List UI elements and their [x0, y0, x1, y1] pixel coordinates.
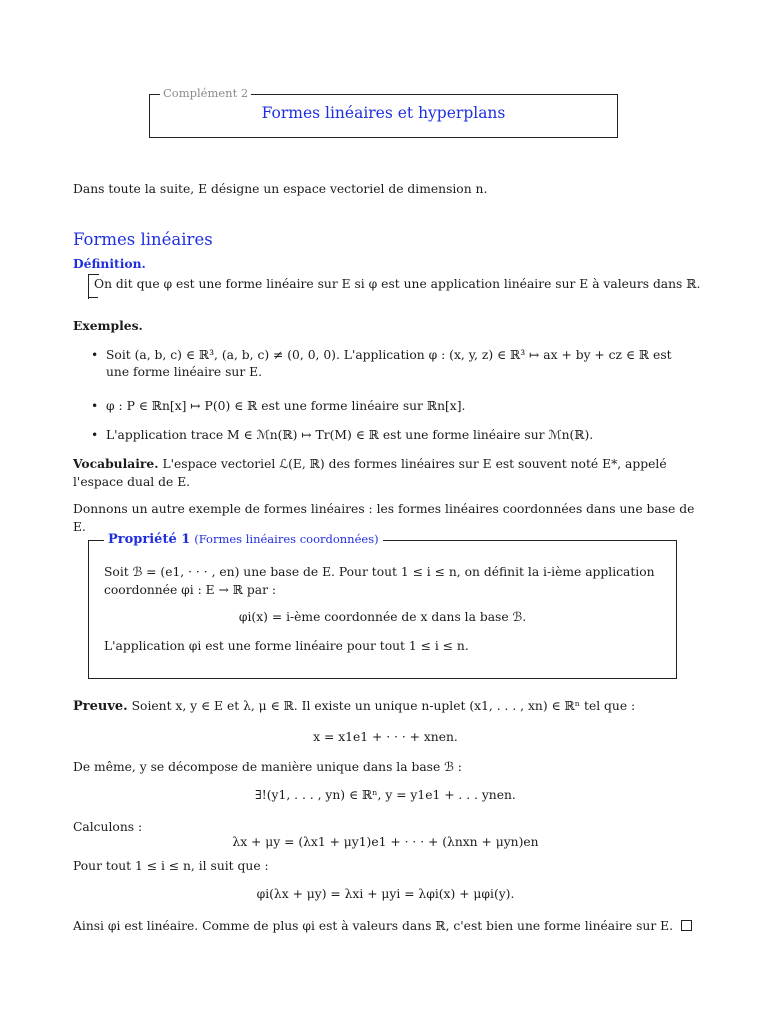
- examples-label: Exemples.: [73, 318, 143, 333]
- proof-paragraph: [73, 697, 698, 716]
- proof-conclusion: [73, 917, 698, 935]
- proof-text4: Pour tout 1 ≤ i ≤ n, il suit que :: [73, 859, 269, 873]
- definition-bracket-bottom: [88, 297, 98, 298]
- intro-paragraph: Dans toute la suite, E désigne un espace vectoriel de dimension n.: [73, 182, 488, 196]
- proof-text5: Ainsi φi est linéaire. Comme de plus φi est à valeurs dans ℝ, c'est bien une forme linéaire sur E.: [73, 919, 674, 933]
- another-example-paragraph: Donnons un autre exemple de formes linéaires : les formes linéaires coordonnées dans une base de E.: [73, 502, 695, 534]
- examples-list: [73, 347, 698, 444]
- definition-label: Définition.: [73, 256, 146, 271]
- property-line1: Soit ℬ = (e1, · · · , en) une base de E. Pour tout 1 ≤ i ≤ n, on définit la i-ième application coordonnée φi : E → ℝ par :: [104, 565, 655, 597]
- proof-eq1: x = x1e1 + · · · + xnen.: [313, 730, 458, 744]
- property-subtitle: (Formes linéaires coordonnées): [194, 532, 379, 546]
- chapter-tab-label: Complément 2: [160, 86, 251, 100]
- proof-eq4: φi(λx + μy) = λxi + μyi = λφi(x) + μφi(y).: [256, 887, 515, 901]
- list-item: • φ : P ∈ ℝn[x] ↦ P(0) ∈ ℝ est une forme linéaire sur ℝn[x].: [73, 398, 698, 415]
- proof-label: Preuve.: [73, 699, 128, 714]
- property-line2: L'application φi est une forme linéaire pour tout 1 ≤ i ≤ n.: [104, 639, 469, 653]
- vocabulary-text: L'espace vectoriel ℒ(E, ℝ) des formes linéaires sur E est souvent noté E*, appelé l'espace dual de E.: [73, 457, 667, 489]
- chapter-title: Formes linéaires et hyperplans: [261, 104, 506, 122]
- definition-text: On dit que φ est une forme linéaire sur E si φ est une application linéaire sur E à valeurs dans ℝ.: [94, 277, 701, 291]
- list-item: • Soit (a, b, c) ∈ ℝ³, (a, b, c) ≠ (0, 0, 0). L'application φ : (x, y, z) ∈ ℝ³ ↦ ax + by + cz ∈ ℝ est une forme linéaire sur E.: [73, 347, 698, 381]
- qed-square-icon: [681, 920, 692, 931]
- proof-eq3: λx + μy = (λx1 + μy1)e1 + · · · + (λnxn + μyn)en: [232, 835, 539, 849]
- proof-eq2: ∃!(y1, . . . , yn) ∈ ℝⁿ, y = y1e1 + . . . ynen.: [255, 788, 516, 802]
- property-label: Propriété 1: [108, 532, 191, 547]
- section-heading: Formes linéaires: [73, 230, 213, 249]
- proof-text3: Calculons :: [73, 820, 143, 834]
- vocabulary-paragraph: [73, 455, 698, 491]
- property-formula: φi(x) = i-ème coordonnée de x dans la base ℬ.: [238, 610, 527, 624]
- property-title: [104, 532, 383, 547]
- proof-text2: De même, y se décompose de manière unique dans la base ℬ :: [73, 760, 462, 774]
- proof-text1: Soient x, y ∈ E et λ, μ ∈ ℝ. Il existe un unique n-uplet (x1, . . . , xn) ∈ ℝⁿ tel que :: [131, 699, 636, 713]
- list-item: • L'application trace M ∈ ℳn(ℝ) ↦ Tr(M) ∈ ℝ est une forme linéaire sur ℳn(ℝ).: [73, 427, 698, 444]
- vocabulary-label: Vocabulaire.: [73, 456, 159, 471]
